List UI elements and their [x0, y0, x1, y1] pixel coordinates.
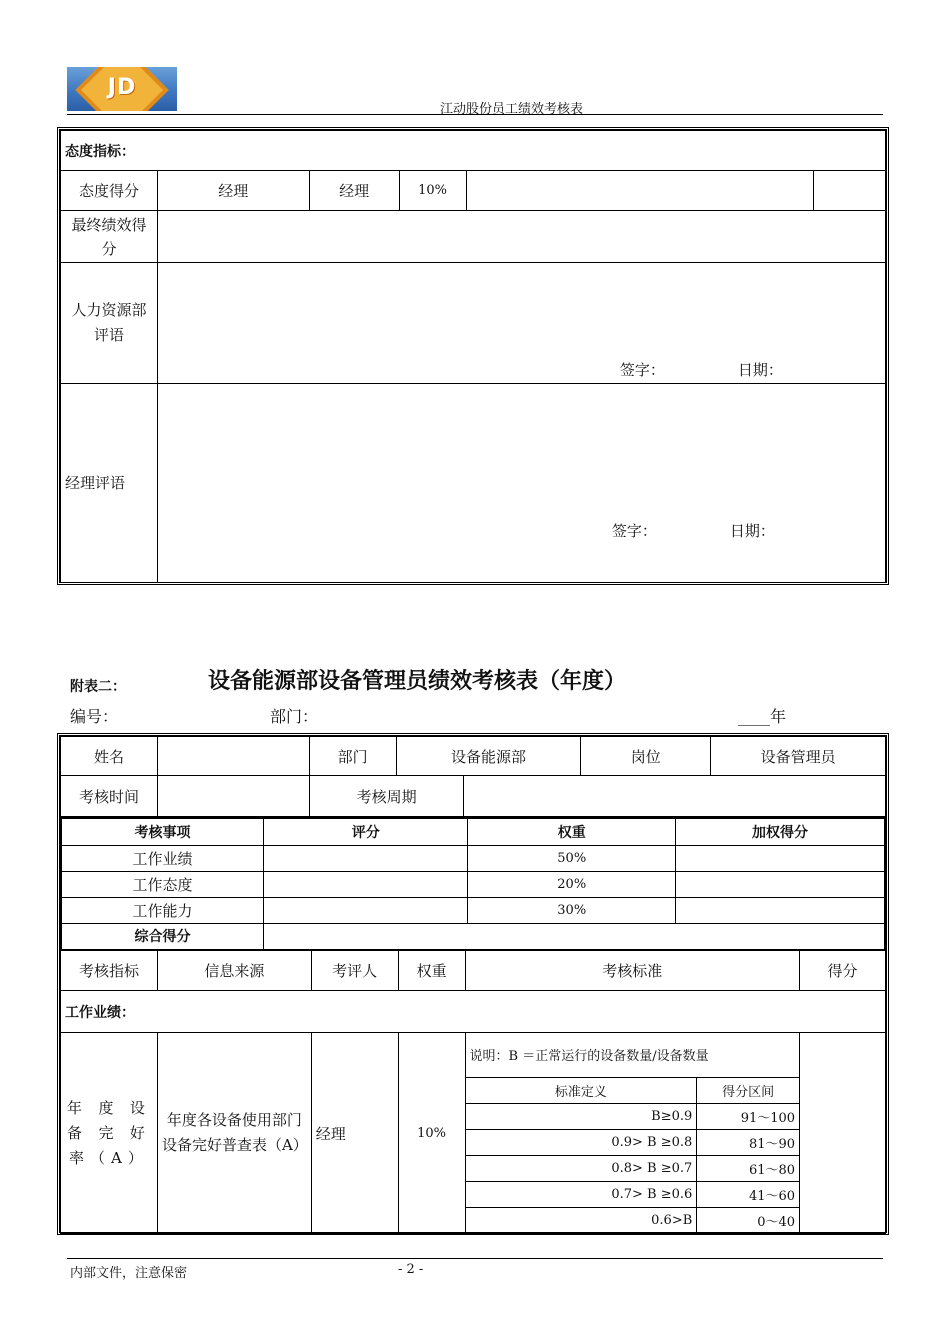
standard-row: [466, 1103, 800, 1129]
attitude-score-label: 态度得分: [61, 171, 158, 211]
post-value: 设备管理员: [711, 737, 886, 776]
appendix-title: 设备能源部设备管理员绩效考核表（年度）: [208, 669, 627, 694]
standard-row: [466, 1181, 800, 1207]
standard-note: 说明：B ＝正常运行的设备数量/设备数量: [466, 1033, 800, 1077]
detail-header-weight: 权重: [398, 951, 465, 991]
attitude-score-cell: [814, 171, 886, 211]
company-logo: [67, 67, 177, 111]
manager-comment-label: 经理评语: [61, 384, 158, 583]
summary-item: 工作业绩: [61, 845, 264, 871]
indicator-cell: 年度设备完好率（A）: [61, 1033, 158, 1234]
manager-date-label: 日期：: [729, 522, 775, 540]
total-score-value: [264, 923, 886, 950]
page-number: - 2 -: [398, 1262, 424, 1277]
standard-range: 41～60: [697, 1181, 799, 1207]
summary-header-weighted: 加权得分: [676, 818, 886, 845]
manager-sign-label: 签字：: [611, 522, 657, 540]
info-dept-value: 设备能源部: [396, 737, 581, 776]
detail-header-reviewer: 考评人: [311, 951, 398, 991]
summary-score: [264, 845, 468, 871]
standard-header-def: 标准定义: [466, 1077, 697, 1103]
attitude-reviewer: 经理: [309, 171, 399, 211]
year-label: 年: [770, 707, 787, 726]
summary-row: [61, 897, 885, 923]
department-label: 部门：: [270, 707, 319, 726]
total-score-label: 综合得分: [61, 923, 264, 950]
hr-date-label: 日期：: [737, 361, 783, 379]
attitude-weight: 10%: [399, 171, 466, 211]
standard-range: 81～90: [697, 1129, 799, 1155]
hr-sign-label: 签字：: [619, 361, 665, 379]
standard-row: [466, 1207, 800, 1233]
summary-header-score: 评分: [264, 818, 468, 845]
top-table: [60, 130, 886, 583]
review-period-label: 考核周期: [309, 776, 464, 817]
standard-row: [466, 1129, 800, 1155]
summary-weighted: [676, 897, 886, 923]
appendix-label: 附表二：: [70, 679, 126, 695]
hr-comment-label: 人力资源部评语: [61, 263, 158, 384]
summary-weighted: [676, 871, 886, 897]
detail-header-standard: 考核标准: [465, 951, 800, 991]
year-blank: ____: [738, 707, 770, 726]
final-score-value: [157, 211, 885, 263]
review-time-label: 考核时间: [61, 776, 158, 817]
summary-item: 工作态度: [61, 871, 264, 897]
weight-cell: 10%: [398, 1033, 465, 1234]
standard-def: 0.8> B ≥0.7: [466, 1155, 697, 1181]
info-table: [60, 736, 886, 817]
name-label: 姓名: [61, 737, 158, 776]
summary-weighted: [676, 845, 886, 871]
post-label: 岗位: [581, 737, 711, 776]
standard-cell: [465, 1033, 800, 1234]
header-title: 江动股份员工绩效考核表: [440, 102, 584, 117]
detail-header-source: 信息来源: [157, 951, 311, 991]
score-cell: [800, 1033, 886, 1234]
standard-range: 91～100: [697, 1103, 799, 1129]
source-cell: 年度各设备使用部门设备完好普查表（A）: [157, 1033, 311, 1234]
review-time-value: [157, 776, 309, 817]
summary-score: [264, 871, 468, 897]
attitude-section-label: 态度指标：: [61, 131, 886, 171]
detail-header-score: 得分: [800, 951, 886, 991]
info-dept-label: 部门: [309, 737, 396, 776]
standard-def: 0.7> B ≥0.6: [466, 1181, 697, 1207]
review-period-value: [464, 776, 886, 817]
standard-def: 0.6>B: [466, 1207, 697, 1233]
standard-def: B≥0.9: [466, 1103, 697, 1129]
summary-row: [61, 871, 885, 897]
summary-item: 工作能力: [61, 897, 264, 923]
summary-header-weight: 权重: [468, 818, 676, 845]
performance-section-label: 工作业绩：: [61, 991, 886, 1033]
summary-table: [60, 817, 886, 951]
hr-comment-area: [157, 263, 885, 384]
summary-weight: 50%: [468, 845, 676, 871]
reviewer-cell: 经理: [311, 1033, 398, 1234]
standard-row: [466, 1155, 800, 1181]
detail-table: [60, 950, 886, 1234]
summary-score: [264, 897, 468, 923]
footer-confidential: 内部文件，注意保密: [70, 1266, 188, 1281]
final-score-label: 最终绩效得分: [61, 211, 158, 263]
manager-comment-area: [157, 384, 885, 583]
footer-divider: [67, 1258, 883, 1259]
summary-weight: 30%: [468, 897, 676, 923]
summary-header-item: 考核事项: [61, 818, 264, 845]
standard-subtable: [466, 1033, 800, 1233]
summary-weight: 20%: [468, 871, 676, 897]
logo-text: JD: [107, 75, 137, 100]
attitude-standard-cell: [466, 171, 814, 211]
name-value: [157, 737, 309, 776]
number-label: 编号：: [70, 707, 119, 726]
header-divider: [67, 114, 883, 115]
summary-row: [61, 845, 885, 871]
attitude-source: 经理: [157, 171, 309, 211]
standard-def: 0.9> B ≥0.8: [466, 1129, 697, 1155]
standard-header-range: 得分区间: [697, 1077, 799, 1103]
detail-header-indicator: 考核指标: [61, 951, 158, 991]
standard-range: 61～80: [697, 1155, 799, 1181]
standard-range: 0～40: [697, 1207, 799, 1233]
year-field: [738, 704, 786, 727]
